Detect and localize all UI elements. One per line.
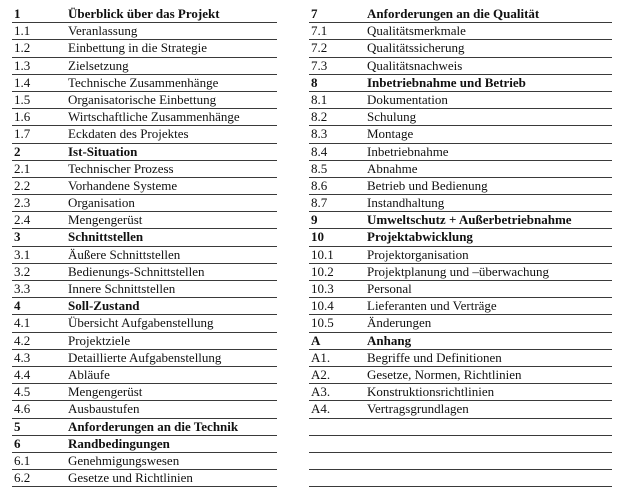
toc-label: Lieferanten und Verträge <box>367 298 497 314</box>
toc-number: 8.6 <box>311 177 328 193</box>
toc-subsection-row <box>12 23 277 40</box>
toc-number: A1. <box>311 349 331 365</box>
toc-label: Mengengerüst <box>68 384 143 400</box>
toc-label: Anforderungen an die Technik <box>68 418 239 434</box>
toc-label: Personal <box>367 281 412 296</box>
toc-label: Änderungen <box>367 315 432 331</box>
toc-number: 10.5 <box>311 315 334 331</box>
toc-label: Begriffe und Definitionen <box>367 349 502 365</box>
toc-label: Projektorganisation <box>367 246 469 262</box>
toc-subsection-row <box>12 401 277 418</box>
toc-subsection-row <box>12 126 277 143</box>
toc-label: Gesetze, Normen, Richtlinien <box>367 366 522 382</box>
toc-label: Projektplanung und –überwachung <box>367 263 549 279</box>
toc-label: Wirtschaftliche Zusammenhänge <box>68 109 240 125</box>
toc-label: Organisatorische Einbettung <box>68 91 217 107</box>
toc-label: Schulung <box>367 109 417 125</box>
toc-number: 4.4 <box>14 366 31 382</box>
toc-section-row <box>12 419 277 436</box>
toc-section-row <box>309 212 612 229</box>
toc-label: Vorhandene Systeme <box>68 177 178 193</box>
toc-label: Veranlassung <box>68 23 138 39</box>
toc-number: A3. <box>311 384 331 400</box>
toc-number: 7.2 <box>311 40 328 56</box>
toc-number: 6.2 <box>14 470 31 486</box>
toc-number: 7 <box>311 6 318 21</box>
toc-subsection-row <box>309 401 612 418</box>
toc-number: 1.4 <box>14 74 31 90</box>
toc-section-row <box>12 436 277 453</box>
toc-label: Anforderungen an die Qualität <box>367 6 540 21</box>
toc-empty-row <box>309 453 612 470</box>
toc-subsection-row <box>12 195 277 212</box>
toc-subsection-row <box>12 75 277 92</box>
toc-label: Gesetze und Richtlinien <box>68 470 193 486</box>
toc-number: 2 <box>14 143 21 159</box>
toc-section-row <box>309 6 612 23</box>
toc-number: 6 <box>14 435 21 451</box>
toc-number: 5 <box>14 418 21 434</box>
toc-subsection-row <box>12 161 277 178</box>
toc-number: 7.1 <box>311 23 328 39</box>
toc-label: Inbetriebnahme <box>367 143 449 159</box>
toc-subsection-row <box>309 264 612 281</box>
toc-section-row <box>12 6 277 23</box>
toc-label: Abnahme <box>367 160 418 176</box>
toc-label: Projektabwicklung <box>367 229 473 245</box>
toc-empty-row <box>309 419 612 436</box>
toc-label: Randbedingungen <box>68 435 170 451</box>
toc-number: 8.5 <box>311 160 328 176</box>
toc-label: Schnittstellen <box>68 229 144 245</box>
toc-subsection-row <box>12 58 277 75</box>
toc-section-row <box>12 144 277 161</box>
toc-number: A <box>311 332 321 348</box>
toc-section-row <box>309 229 612 246</box>
toc-subsection-row <box>309 247 612 264</box>
toc-number: 1.2 <box>14 40 31 56</box>
toc-label: Projektziele <box>68 332 131 348</box>
toc-number: 1.3 <box>14 57 31 73</box>
toc-label: Genehmigungswesen <box>68 452 180 468</box>
toc-subsection-row <box>309 195 612 212</box>
toc-subsection-row <box>309 126 612 143</box>
toc-left-column <box>12 6 277 487</box>
toc-subsection-row <box>12 315 277 332</box>
toc-subsection-row <box>12 384 277 401</box>
toc-subsection-row <box>12 470 277 487</box>
toc-number: 8 <box>311 74 318 90</box>
toc-number: 10 <box>311 229 324 245</box>
toc-number: 9 <box>311 212 318 228</box>
toc-number: 8.4 <box>311 143 328 159</box>
toc-label: Äußere Schnittstellen <box>68 246 181 262</box>
toc-subsection-row <box>309 40 612 57</box>
toc-number: A4. <box>311 401 331 417</box>
toc-subsection-row <box>309 161 612 178</box>
toc-label: Dokumentation <box>367 91 448 107</box>
toc-subsection-row <box>12 453 277 470</box>
toc-subsection-row <box>309 281 612 298</box>
toc-label: Ausbaustufen <box>68 401 140 417</box>
toc-number: 4 <box>14 298 21 314</box>
toc-subsection-row <box>12 333 277 350</box>
toc-subsection-row <box>12 40 277 57</box>
toc-subsection-row <box>309 384 612 401</box>
toc-subsection-row <box>309 298 612 315</box>
toc-number: 1.7 <box>14 126 31 142</box>
toc-number: 8.3 <box>311 126 328 142</box>
toc-section-row <box>12 229 277 246</box>
toc-label: Übersicht Aufgabenstellung <box>68 315 214 331</box>
toc-number: 10.2 <box>311 263 334 279</box>
toc-label: Innere Schnittstellen <box>68 281 176 296</box>
toc-number: 1.6 <box>14 109 31 125</box>
toc-label: Eckdaten des Projektes <box>68 126 189 142</box>
toc-label: Zielsetzung <box>68 57 129 73</box>
toc-number: 7.3 <box>311 57 328 73</box>
toc-number: 8.1 <box>311 91 328 107</box>
toc-number: 4.6 <box>14 401 31 417</box>
toc-number: 4.3 <box>14 349 31 365</box>
toc-number: 2.1 <box>14 160 31 176</box>
toc-label: Soll-Zustand <box>68 298 140 314</box>
toc-subsection-row <box>12 92 277 109</box>
toc-number: 3.2 <box>14 263 31 279</box>
toc-section-row <box>309 75 612 92</box>
toc-number: 4.1 <box>14 315 31 331</box>
toc-number: 4.5 <box>14 384 31 400</box>
toc-subsection-row <box>12 178 277 195</box>
toc-subsection-row <box>12 109 277 126</box>
toc-label: Qualitätsmerkmale <box>367 23 466 39</box>
toc-subsection-row <box>309 350 612 367</box>
toc-label: Inbetriebnahme und Betrieb <box>367 74 526 90</box>
toc-subsection-row <box>309 23 612 40</box>
toc-subsection-row <box>12 247 277 264</box>
toc-number: 6.1 <box>14 452 31 468</box>
toc-subsection-row <box>309 144 612 161</box>
toc-number: 10.1 <box>311 246 334 262</box>
toc-label: Montage <box>367 126 414 142</box>
toc-label: Technischer Prozess <box>68 160 174 176</box>
toc-subsection-row <box>12 350 277 367</box>
toc-subsection-row <box>309 58 612 75</box>
toc-number: 8.7 <box>311 195 328 211</box>
toc-label: Organisation <box>68 195 135 211</box>
toc-empty-row <box>309 470 612 487</box>
toc-label: Bedienungs-Schnittstellen <box>68 263 205 279</box>
toc-number: 3.3 <box>14 281 31 296</box>
toc-number: 3 <box>14 229 21 245</box>
toc-label: Konstruktionsrichtlinien <box>367 384 495 400</box>
toc-label: Instandhaltung <box>367 195 445 211</box>
toc-label: Detaillierte Aufgabenstellung <box>68 349 222 365</box>
toc-subsection-row <box>309 92 612 109</box>
toc-subsection-row <box>309 367 612 384</box>
toc-label: Technische Zusammenhänge <box>68 74 219 90</box>
toc-number: 10.3 <box>311 281 334 296</box>
toc-subsection-row <box>12 367 277 384</box>
toc-label: Vertragsgrundlagen <box>367 401 469 417</box>
toc-subsection-row <box>309 315 612 332</box>
toc-number: 3.1 <box>14 246 31 262</box>
toc-number: 10.4 <box>311 298 334 314</box>
toc-subsection-row <box>12 212 277 229</box>
toc-label: Umweltschutz + Außerbetriebnahme <box>367 212 572 228</box>
toc-number: 2.3 <box>14 195 31 211</box>
toc-number: 1.1 <box>14 23 31 39</box>
toc-label: Anhang <box>367 332 412 348</box>
toc-subsection-row <box>309 178 612 195</box>
toc-label: Einbettung in die Strategie <box>68 40 207 56</box>
toc-label: Abläufe <box>68 366 110 382</box>
toc-subsection-row <box>309 109 612 126</box>
toc-right-column <box>309 6 612 487</box>
toc-label: Mengengerüst <box>68 212 143 228</box>
toc-number: 1 <box>14 6 21 21</box>
toc-number: 1.5 <box>14 91 31 107</box>
toc-label: Überblick über das Projekt <box>68 6 220 21</box>
toc-label: Betrieb und Bedienung <box>367 177 488 193</box>
toc-label: Qualitätsnachweis <box>367 57 463 73</box>
toc-label: Qualitätssicherung <box>367 40 465 56</box>
toc-empty-row <box>309 436 612 453</box>
toc-subsection-row <box>12 281 277 298</box>
toc-number: 4.2 <box>14 332 31 348</box>
toc-section-row <box>12 298 277 315</box>
toc-number: 2.2 <box>14 177 31 193</box>
toc-number: 8.2 <box>311 109 328 125</box>
toc-number: 2.4 <box>14 212 31 228</box>
toc-subsection-row <box>12 264 277 281</box>
toc-number: A2. <box>311 366 331 382</box>
toc-label: Ist-Situation <box>68 143 138 159</box>
toc-section-row <box>309 333 612 350</box>
